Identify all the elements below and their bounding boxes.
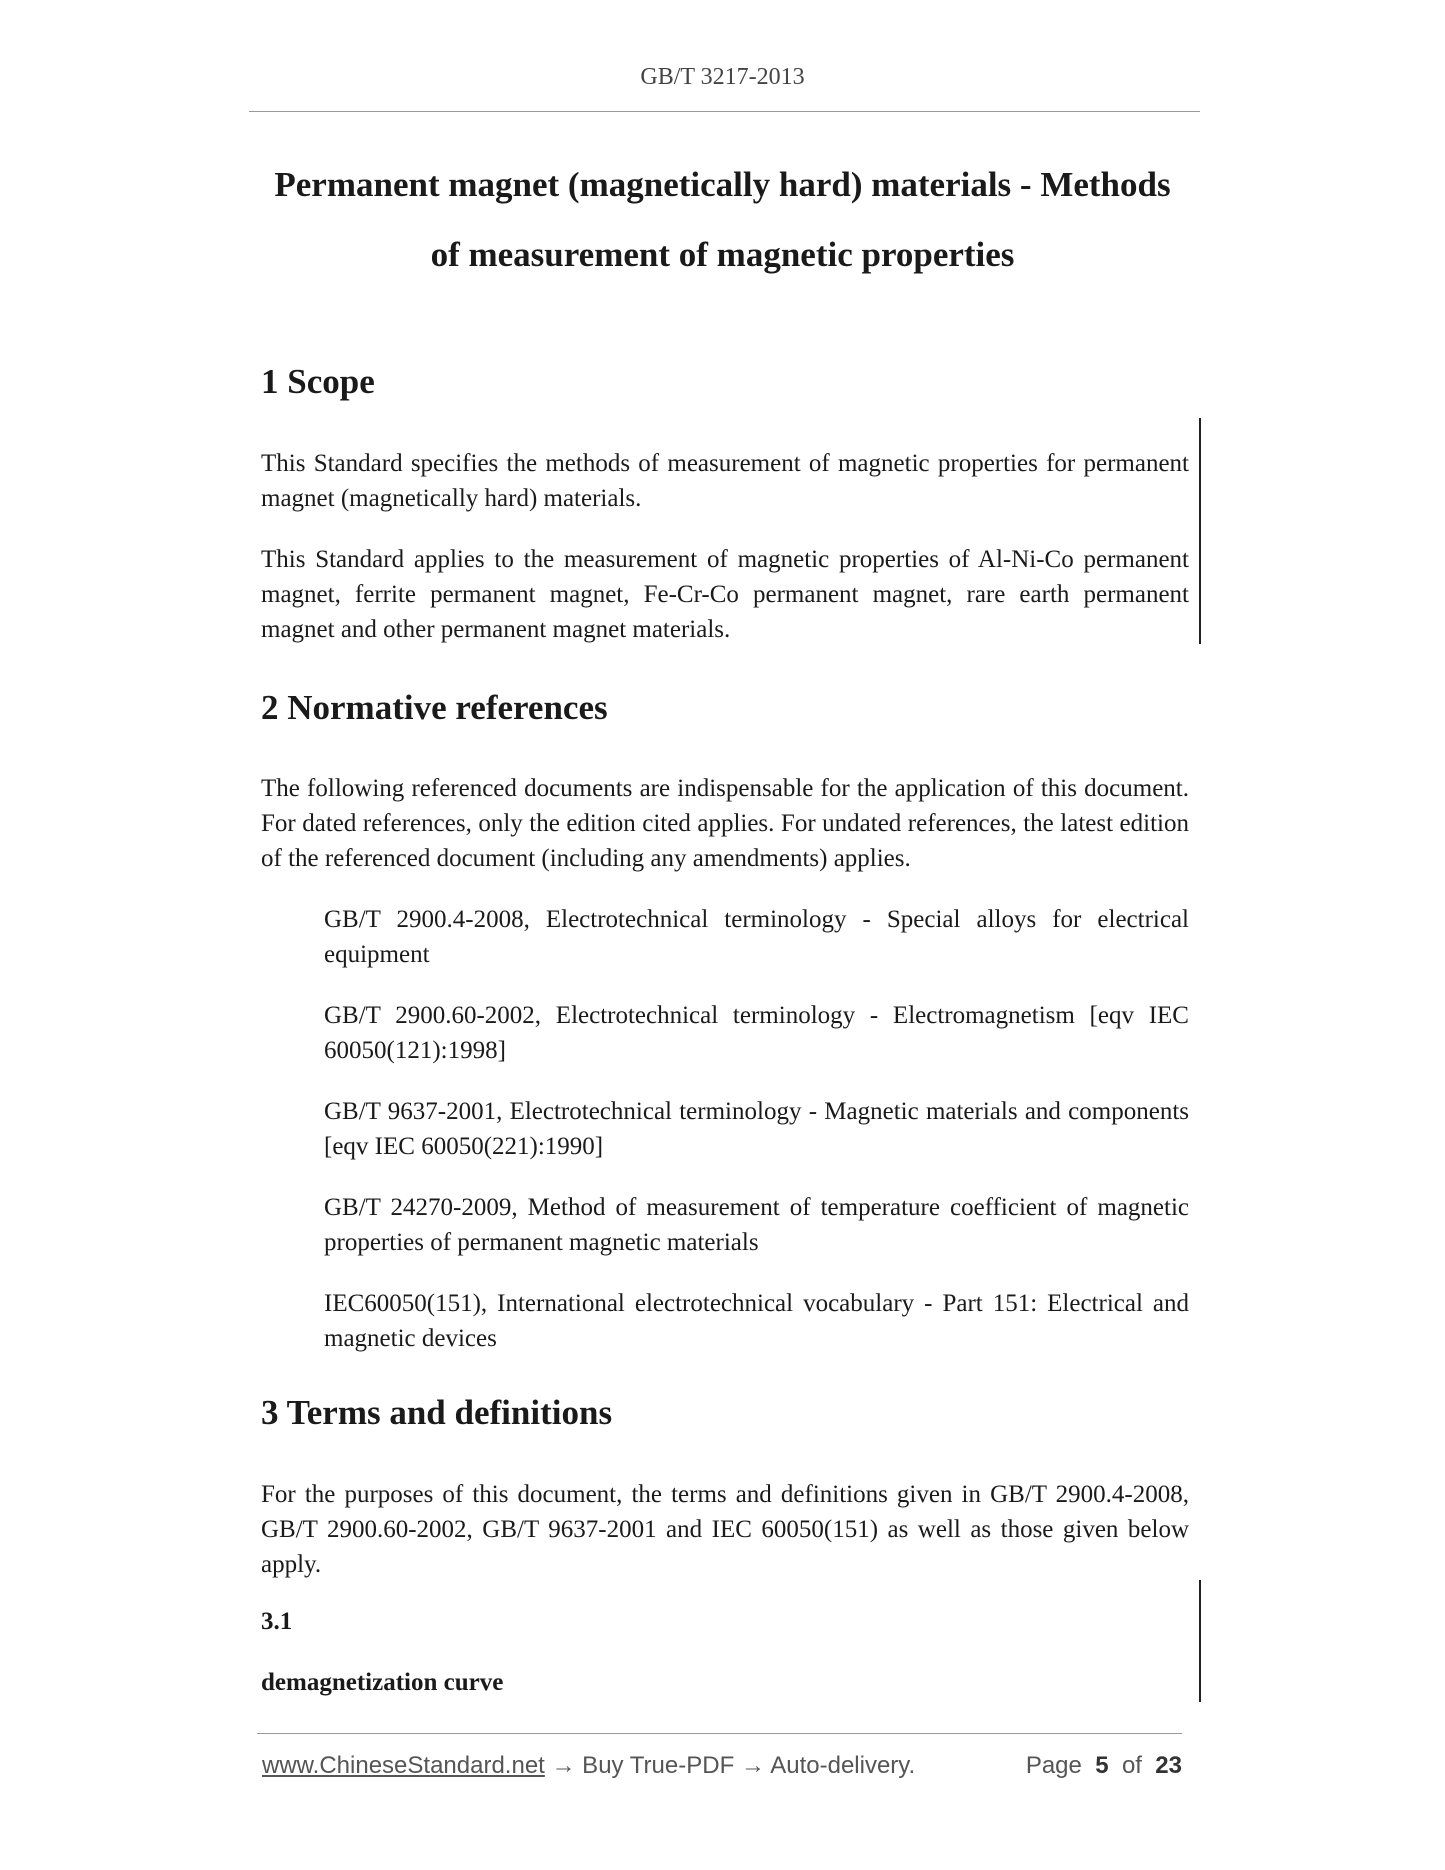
website-link[interactable]: www.ChineseStandard.net — [262, 1752, 545, 1779]
reference-item: GB/T 24270-2009, Method of measurement of temperature coefficient of magnetic properties of permanent magnetic materials — [324, 1194, 1189, 1256]
term-name: demagnetization curve — [261, 1669, 504, 1696]
reference-item: GB/T 2900.60-2002, Electrotechnical terminology - Electromagnetism [eqv IEC 60050(121):1998] — [324, 1002, 1189, 1064]
page-current: 5 — [1095, 1752, 1109, 1779]
revision-bar — [1199, 418, 1201, 644]
header-divider — [249, 111, 1200, 112]
scope-paragraph-2: This Standard applies to the measurement of magnetic properties of Al-Ni-Co permanent magnet, ferrite permanent magnet, Fe-Cr-Co permanent magnet, rare earth permanent magnet and other permanent magnet materials. — [261, 546, 1189, 643]
section-1-heading: 1 Scope — [261, 362, 375, 401]
reference-item: GB/T 2900.4-2008, Electrotechnical terminology - Special alloys for electrical equipment — [324, 906, 1189, 968]
page-footer — [262, 1752, 1182, 1784]
page-of-label: of — [1121, 1752, 1142, 1779]
scope-paragraph-1: This Standard specifies the methods of measurement of magnetic properties for permanent magnet (magnetically hard) materials. — [261, 450, 1189, 512]
terms-intro: For the purposes of this document, the terms and definitions given in GB/T 2900.4-2008, GB/T 2900.60-2002, GB/T 9637-2001 and IEC 60050(151) as well as those given below apply. — [261, 1481, 1189, 1578]
footer-promo — [262, 1752, 915, 1780]
references-intro: The following referenced documents are indispensable for the application of this document. For dated references, only the edition cited applies. For undated references, the latest edition of the referenced document (including any amendments) applies. — [261, 775, 1189, 872]
term-number: 3.1 — [261, 1608, 293, 1635]
running-header: GB/T 3217-2013 — [640, 64, 805, 90]
section-2-heading: 2 Normative references — [261, 688, 608, 727]
page-label: Page — [1025, 1752, 1082, 1779]
title-line-1: Permanent magnet (magnetically hard) materials - Methods — [274, 165, 1171, 204]
page-total: 23 — [1155, 1752, 1182, 1779]
footer-divider — [257, 1733, 1182, 1734]
reference-item: IEC60050(151), International electrotechnical vocabulary - Part 151: Electrical and magnetic devices — [324, 1290, 1189, 1352]
document-title — [240, 150, 1205, 290]
title-line-2: of measurement of magnetic properties — [430, 235, 1015, 274]
revision-bar — [1199, 1580, 1201, 1702]
page-indicator — [1026, 1752, 1182, 1780]
section-3-heading: 3 Terms and definitions — [261, 1393, 613, 1432]
footer-promo-text: → Buy True-PDF → Auto-delivery. — [551, 1752, 916, 1779]
reference-item: GB/T 9637-2001, Electrotechnical terminology - Magnetic materials and components [eqv IEC 60050(221):1990] — [324, 1098, 1189, 1160]
